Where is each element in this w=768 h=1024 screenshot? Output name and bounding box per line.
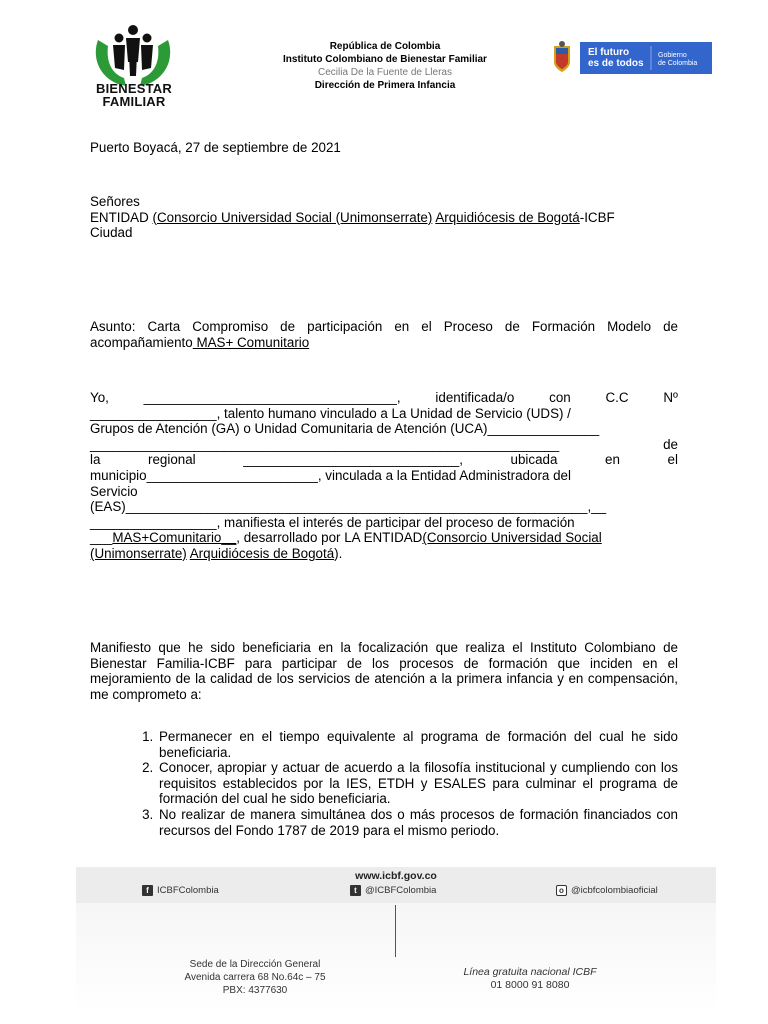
subject-program: MAS+ Comunitario (192, 334, 310, 350)
footer-website[interactable]: www.icbf.gov.co (355, 870, 437, 882)
footer-twitter[interactable] (350, 885, 436, 896)
decl-unimonserrate: (Unimonserrate) (90, 545, 187, 561)
address-line-2: Avenida carrera 68 No.64c – 75 (184, 972, 326, 983)
facebook-handle: ICBFColombia (157, 885, 219, 896)
decl-ubicada: ubicada (510, 452, 558, 468)
decl-arquidiocesis: Arquidiócesis de Bogotá (189, 545, 335, 561)
footer-hotline (430, 966, 630, 992)
decl-line-6: municipio_______________________, vinculada a la Entidad Administradora del (90, 467, 571, 483)
recipient-salutation: Señores (90, 194, 140, 209)
commitments-list (90, 729, 678, 838)
decl-de: de (663, 436, 678, 452)
decl-line-7: Servicio (90, 483, 138, 499)
logo-future-2: es de todos (588, 58, 644, 69)
decl-program: MAS+Comunitario (112, 530, 222, 546)
decl-line-9: _________________, manifiesta el interés de participar del proceso de formación (90, 514, 575, 530)
letterhead-direction: Dirección de Primera Infancia (314, 80, 456, 91)
declaration-paragraph (90, 390, 678, 562)
recipient-entity (90, 210, 678, 226)
decl-consorcio: (Consorcio Universidad Social (422, 530, 602, 546)
entity-arquidiocesis: Arquidiócesis de Bogotá (435, 209, 580, 225)
subject-line (90, 319, 678, 350)
instagram-icon: o (556, 885, 567, 896)
logo-gob-1: Gobierno (658, 52, 687, 59)
decl-regional-blank: _____________________________, (243, 452, 463, 468)
decl-line-11 (90, 546, 678, 562)
letterhead-founder: Cecilia De la Fuente de Lleras (318, 67, 452, 78)
recipient-city: Ciudad (90, 225, 133, 241)
manifiesto-paragraph: Manifiesto que he sido beneficiaria en la focalización que realiza el Instituto Colombiano de Bienestar Familia-ICBF para participar de los procesos de formación que inciden en el mejoramiento de la calidad de los servicios de atención a la primera infancia y en compensación, me comprometo a: (90, 640, 678, 702)
letterhead-country: República de Colombia (329, 41, 441, 52)
decl-yo: Yo, (90, 390, 109, 405)
decl-con: con (549, 390, 571, 405)
footer-divider (395, 905, 396, 957)
decl-line-2: _________________, talento humano vinculado a La Unidad de Servicio (UDS) / (90, 405, 571, 421)
subject-text: Asunto: Carta Compromiso de participación en el Proceso de Formación Modelo de acompañamiento (90, 319, 678, 350)
decl-line-8 (90, 499, 678, 515)
decl-developed-by: , desarrollado por LA ENTIDAD (236, 530, 423, 546)
recipient-block (90, 194, 678, 241)
address-line-1: Sede de la Dirección General (189, 959, 321, 970)
instagram-handle: @icbfcolombiaoficial (571, 885, 658, 896)
gobierno-colombia-logo (546, 40, 716, 76)
logo-gob-2: de Colombia (658, 60, 698, 67)
footer-instagram[interactable] (556, 885, 658, 896)
decl-name-blank: __________________________________, (143, 390, 401, 405)
logo-word-1: BIENESTAR (96, 81, 172, 96)
place-date: Puerto Boyacá, 27 de septiembre de 2021 (90, 140, 341, 155)
hotline-number[interactable]: 01 8000 91 8080 (490, 979, 570, 991)
decl-eas-blank: (EAS)______________________________________________________________, (90, 499, 592, 515)
decl-identificada: identificada/o (435, 390, 515, 405)
twitter-icon: t (350, 885, 361, 896)
decl-line-4 (90, 437, 678, 453)
decl-post-program: __ (221, 530, 237, 546)
footer-facebook[interactable] (142, 885, 219, 896)
logo-word-2: FAMILIAR (102, 94, 166, 109)
address-line-3: PBX: 4377630 (222, 985, 288, 996)
decl-line-1 (90, 390, 678, 406)
decl-end: ). (334, 545, 343, 561)
facebook-icon: f (142, 885, 153, 896)
decl-eas-tail: __ (591, 499, 607, 515)
list-item: 1. Permanecer en el tiempo equivalente al programa de formación del cual he sido beneficiaria. (157, 729, 678, 760)
footer-address (160, 958, 350, 997)
entity-label: ENTIDAD (90, 209, 153, 225)
decl-pre-program: ___ (90, 530, 113, 546)
decl-no: Nº (663, 390, 678, 405)
list-item: 2. Conocer, apropiar y actuar de acuerdo a la filosofía institucional y cumpliendo con los requisitos establecidos por la IES, ETDH y ESALES para culminar el programa de formación del cual he sido beneficiaria. (157, 760, 678, 807)
decl-cc: C.C (605, 390, 629, 405)
logo-future-1: El futuro (588, 47, 630, 58)
decl-line-3: Grupos de Atención (GA) o Unidad Comunitaria de Atención (UCA)_______________ (90, 421, 600, 437)
decl-blank-long: _______________________________________________________________ (90, 436, 560, 452)
decl-en: en (605, 452, 620, 468)
decl-regional: regional (148, 452, 196, 468)
entity-tail: -ICBF (579, 209, 615, 225)
decl-line-10 (90, 530, 678, 546)
letterhead-institute: Instituto Colombiano de Bienestar Familiar (283, 54, 487, 65)
logo-wordmark (84, 82, 184, 108)
letterhead (240, 40, 530, 92)
twitter-handle: @ICBFColombia (365, 885, 437, 896)
decl-el: el (667, 452, 678, 468)
decl-line-5 (90, 452, 678, 468)
decl-la: la (90, 452, 101, 468)
hotline-label: Línea gratuita nacional ICBF (463, 966, 597, 978)
list-item: 3. No realizar de manera simultánea dos o más procesos de formación financiados con recursos del Fondo 1787 de 2019 para el mismo periodo. (157, 807, 678, 838)
entity-consorcio: (Consorcio Universidad Social (Unimonserrate) (152, 209, 433, 225)
